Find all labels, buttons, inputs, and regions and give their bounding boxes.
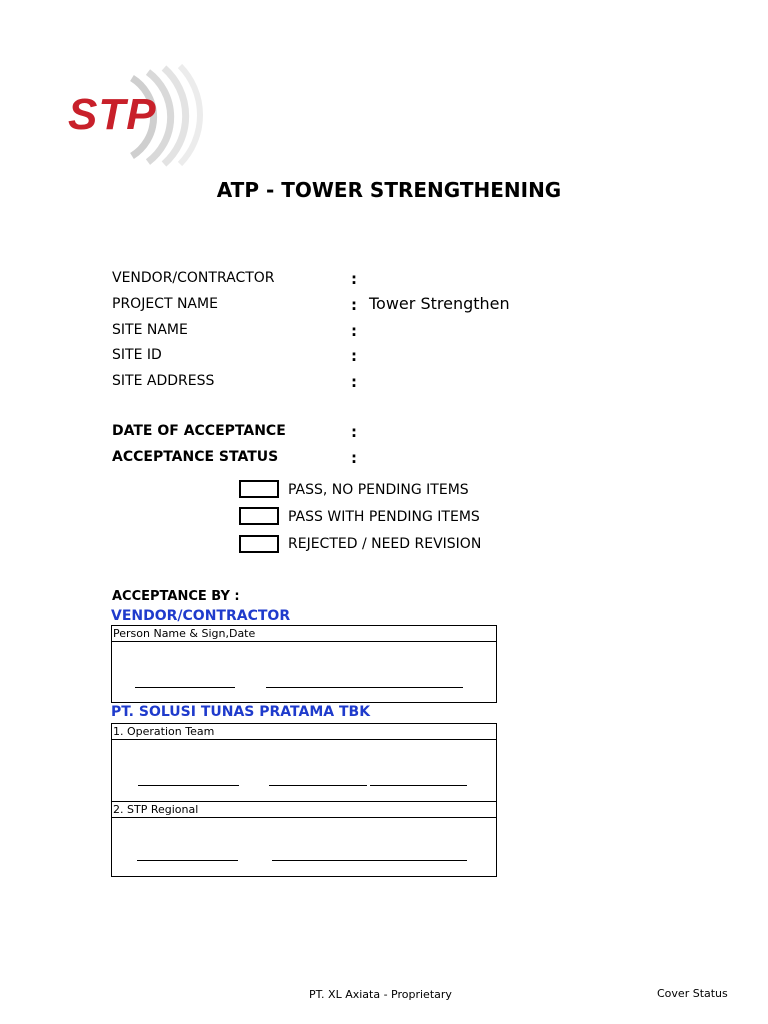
option-label-rejected: REJECTED / NEED REVISION [288, 536, 482, 552]
option-label-pass-with-pending: PASS WITH PENDING ITEMS [288, 509, 480, 525]
field-label-site-name: SITE NAME [112, 322, 188, 338]
field-colon-date-of-acceptance: : [351, 423, 357, 441]
vendor-signature-box [111, 625, 497, 703]
footer-cover-status: Cover Status [657, 987, 728, 1000]
field-label-project-name: PROJECT NAME [112, 296, 218, 312]
field-colon-project-name: : [351, 296, 357, 314]
field-colon-vendor: : [351, 270, 357, 288]
vendor-sign-date-line[interactable] [266, 687, 463, 688]
checkbox-pass-with-pending[interactable] [239, 507, 279, 525]
company-logo [62, 60, 212, 170]
footer-proprietary: PT. XL Axiata - Proprietary [309, 988, 452, 1001]
checkbox-pass-no-pending[interactable] [239, 480, 279, 498]
field-label-date-of-acceptance: DATE OF ACCEPTANCE [112, 423, 286, 439]
operation-team-header: 1. Operation Team [112, 724, 496, 740]
field-colon-site-address: : [351, 373, 357, 391]
regional-name-line[interactable] [137, 860, 238, 861]
logo-text: STP [68, 90, 157, 139]
field-colon-acceptance-status: : [351, 449, 357, 467]
vendor-name-line[interactable] [135, 687, 235, 688]
company-signature-box [111, 723, 497, 877]
field-colon-site-name: : [351, 322, 357, 340]
option-label-pass-no-pending: PASS, NO PENDING ITEMS [288, 482, 469, 498]
operation-name-line[interactable] [138, 785, 239, 786]
stp-regional-header: 2. STP Regional [112, 801, 497, 818]
checkbox-rejected[interactable] [239, 535, 279, 553]
operation-sign-line[interactable] [269, 785, 367, 786]
vendor-signature-header: Person Name & Sign,Date [112, 626, 496, 642]
field-label-vendor: VENDOR/CONTRACTOR [112, 270, 275, 286]
company-heading: PT. SOLUSI TUNAS PRATAMA TBK [111, 704, 371, 720]
operation-date-line[interactable] [370, 785, 467, 786]
regional-sign-date-line[interactable] [272, 860, 467, 861]
field-label-site-address: SITE ADDRESS [112, 373, 215, 389]
document-title: ATP - TOWER STRENGTHENING [216, 178, 562, 202]
field-label-site-id: SITE ID [112, 347, 162, 363]
field-colon-site-id: : [351, 347, 357, 365]
field-label-acceptance-status: ACCEPTANCE STATUS [112, 449, 279, 465]
project-name-value: Tower Strengthen [369, 294, 510, 313]
acceptance-by-heading: ACCEPTANCE BY : [112, 589, 240, 604]
vendor-contractor-heading: VENDOR/CONTRACTOR [111, 608, 291, 624]
